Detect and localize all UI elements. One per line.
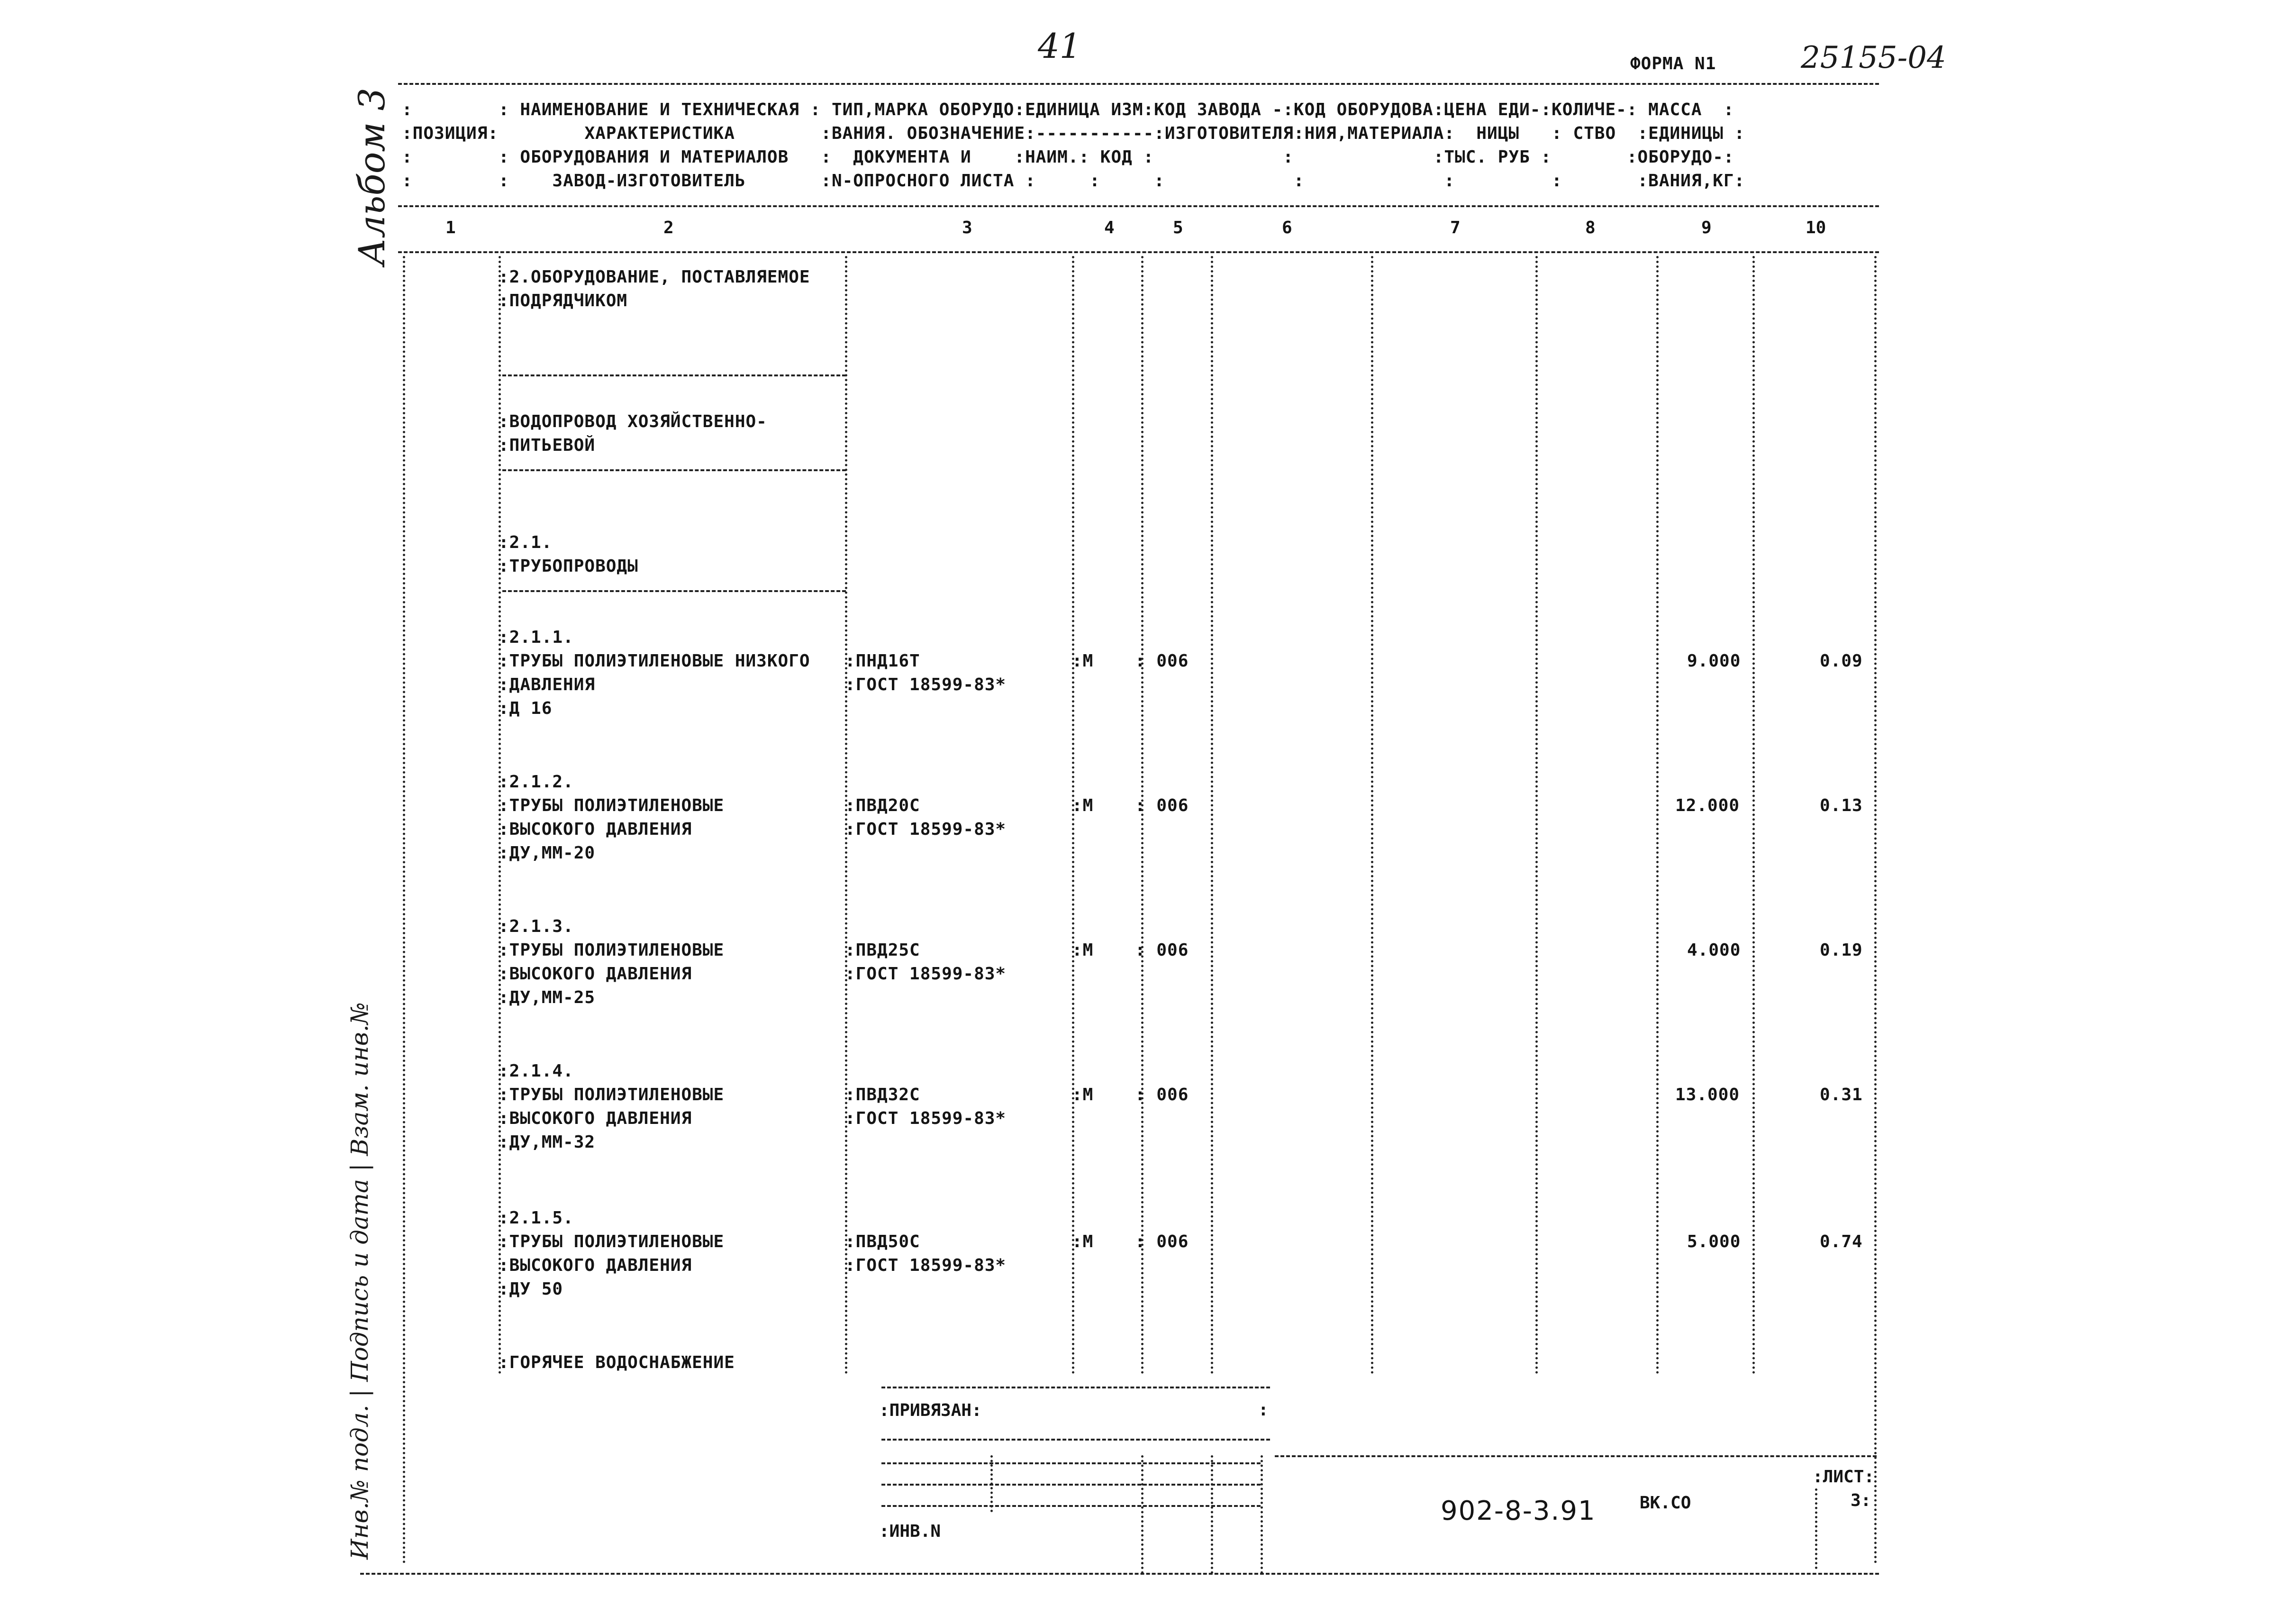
top-border	[398, 83, 1879, 85]
section-heading: :ПИТЬЕВОЙ	[499, 436, 596, 455]
column-number: 3	[962, 218, 972, 237]
section-divider	[502, 469, 846, 471]
row-name: :ТРУБЫ ПОЛИЭТИЛЕНОВЫЕ НИЗКОГО	[499, 651, 810, 671]
column-number: 10	[1806, 218, 1826, 237]
side-labels: Инв.№ подл. | Подпись и дата | Взам. инв.№	[346, 1002, 373, 1560]
stamp-colon: :	[1258, 1400, 1269, 1420]
row-mark: :ПВД20С	[845, 796, 920, 815]
row-unit-code: : 006	[1135, 651, 1189, 671]
row-unit: :М	[1072, 651, 1094, 671]
row-unit: :М	[1072, 1085, 1094, 1104]
column-number: 8	[1585, 218, 1596, 237]
row-unit-code: : 006	[1135, 1085, 1189, 1104]
section-heading: :2.1.	[499, 533, 553, 552]
stamp-separator	[990, 1455, 993, 1512]
document-code-stamp: ВК.СО	[1640, 1493, 1691, 1513]
section-divider	[502, 590, 846, 592]
row-quantity: 12.000	[1675, 796, 1740, 815]
row-mark: :ГОСТ 18599-83*	[845, 820, 1007, 839]
stamp-border	[881, 1439, 1270, 1441]
column-number: 6	[1282, 218, 1292, 237]
stamp-separator	[1261, 1455, 1263, 1574]
attached-label: :ПРИВЯЗАН:	[879, 1401, 982, 1420]
row-position: :2.1.3.	[499, 917, 574, 936]
row-name: :ВЫСОКОГО ДАВЛЕНИЯ	[499, 820, 692, 839]
document-code: 25155-04	[1801, 40, 1946, 75]
album-label: Альбом 3	[351, 88, 393, 265]
row-unit-code: : 006	[1135, 940, 1189, 960]
column-separator	[1072, 256, 1074, 1375]
row-mark: :ГОСТ 18599-83*	[845, 1109, 1007, 1128]
row-unit: :М	[1072, 940, 1094, 960]
row-mark: :ПНД16Т	[845, 651, 920, 671]
sheet-label: :ЛИСТ:	[1813, 1467, 1875, 1487]
column-separator	[1874, 256, 1877, 1564]
column-number: 4	[1104, 218, 1115, 237]
header-line: :ПОЗИЦИЯ: ХАРАКТЕРИСТИКА :ВАНИЯ. ОБОЗНАЧЕНИЕ:-----------:ИЗГОТОВИТЕЛЯ:НИЯ,МАТЕРИАЛА: НИЦЫ : СТВО :ЕДИНИЦЫ :	[402, 124, 1745, 143]
row-position: :2.1.2.	[499, 772, 574, 792]
column-separator	[1752, 256, 1755, 1375]
row-position: :2.1.1.	[499, 628, 574, 647]
row-name: :ТРУБЫ ПОЛИЭТИЛЕНОВЫЕ	[499, 940, 725, 960]
stamp-separator	[1815, 1488, 1817, 1569]
row-unit-code: : 006	[1135, 796, 1189, 815]
stamp-cells	[881, 1484, 1261, 1486]
section-heading: :ПОДРЯДЧИКОМ	[499, 291, 628, 310]
row-unit-code: : 006	[1135, 1232, 1189, 1251]
row-quantity: 9.000	[1687, 651, 1741, 671]
row-quantity: 13.000	[1675, 1085, 1740, 1104]
stamp-cells	[881, 1462, 1261, 1464]
section-divider	[502, 374, 846, 376]
header-line: : : ЗАВОД-ИЗГОТОВИТЕЛЬ :N-ОПРОСНОГО ЛИСТА : : : : : : :ВАНИЯ,КГ:	[402, 171, 1745, 191]
row-unit: :М	[1072, 1232, 1094, 1251]
stamp-cells	[881, 1505, 1261, 1507]
column-separator	[845, 256, 847, 1375]
column-separator	[1211, 256, 1213, 1375]
column-number: 5	[1173, 218, 1183, 237]
row-unit: :М	[1072, 796, 1094, 815]
row-position: :2.1.4.	[499, 1061, 574, 1081]
row-name: :ДУ,ММ-20	[499, 843, 596, 863]
row-name: :ДУ,ММ-32	[499, 1132, 596, 1152]
document-number: 902-8-3.91	[1441, 1496, 1596, 1526]
sheet-number: 3:	[1851, 1491, 1871, 1510]
row-mass: 0.74	[1820, 1232, 1863, 1251]
section-heading: :ГОРЯЧЕЕ ВОДОСНАБЖЕНИЕ	[499, 1353, 735, 1372]
row-mark: :ПВД32С	[845, 1085, 920, 1104]
section-heading: :ВОДОПРОВОД ХОЗЯЙСТВЕННО-	[499, 412, 767, 431]
row-mark: :ГОСТ 18599-83*	[845, 675, 1007, 694]
column-separator	[1141, 256, 1143, 1375]
column-number: 1	[445, 218, 456, 237]
bottom-border	[360, 1573, 1879, 1575]
row-name: :ВЫСОКОГО ДАВЛЕНИЯ	[499, 1109, 692, 1128]
row-name: :ДУ,ММ-25	[499, 988, 596, 1007]
row-name: :ДАВЛЕНИЯ	[499, 675, 596, 694]
row-name: :ТРУБЫ ПОЛИЭТИЛЕНОВЫЕ	[499, 796, 725, 815]
row-position: :2.1.5.	[499, 1208, 574, 1228]
row-mark: :ГОСТ 18599-83*	[845, 1256, 1007, 1275]
section-heading: :2.ОБОРУДОВАНИЕ, ПОСТАВЛЯЕМОЕ	[499, 267, 810, 287]
stamp-border	[881, 1387, 1270, 1388]
column-separator	[1535, 256, 1538, 1375]
row-name: :ВЫСОКОГО ДАВЛЕНИЯ	[499, 1256, 692, 1275]
row-mass: 0.13	[1820, 796, 1863, 815]
section-heading: :ТРУБОПРОВОДЫ	[499, 557, 638, 576]
stamp-border	[1275, 1455, 1877, 1457]
row-name: :Д 16	[499, 699, 553, 718]
header-line: : : НАИМЕНОВАНИЕ И ТЕХНИЧЕСКАЯ : ТИП,МАРКА ОБОРУДО:ЕДИНИЦА ИЗМ:КОД ЗАВОДА -:КОД ОБОРУДОВА:ЦЕНА ЕДИ-:КОЛИЧЕ-: МАССА :	[402, 100, 1734, 119]
row-mass: 0.31	[1820, 1085, 1863, 1104]
column-numbers-divider	[398, 251, 1879, 253]
page-number: 41	[1038, 26, 1081, 66]
column-number: 7	[1450, 218, 1461, 237]
column-number: 9	[1701, 218, 1712, 237]
row-mass: 0.19	[1820, 940, 1863, 960]
row-quantity: 4.000	[1687, 940, 1741, 960]
column-separator	[403, 256, 405, 1564]
column-separator	[1371, 256, 1373, 1375]
row-name: :ТРУБЫ ПОЛИЭТИЛЕНОВЫЕ	[499, 1085, 725, 1104]
row-name: :ДУ 50	[499, 1279, 563, 1299]
row-name: :ТРУБЫ ПОЛИЭТИЛЕНОВЫЕ	[499, 1232, 725, 1251]
inventory-number-label: :ИНВ.N	[879, 1522, 941, 1541]
stamp-separator	[1141, 1455, 1143, 1574]
column-separator	[1656, 256, 1659, 1375]
row-mass: 0.09	[1820, 651, 1863, 671]
row-quantity: 5.000	[1687, 1232, 1741, 1251]
stamp-separator	[1211, 1455, 1213, 1574]
row-mark: :ПВД50С	[845, 1232, 920, 1251]
row-mark: :ГОСТ 18599-83*	[845, 964, 1007, 984]
row-name: :ВЫСОКОГО ДАВЛЕНИЯ	[499, 964, 692, 984]
column-number: 2	[663, 218, 674, 237]
header-line: : : ОБОРУДОВАНИЯ И МАТЕРИАЛОВ : ДОКУМЕНТА И :НАИМ.: КОД : : :ТЫС. РУБ : :ОБОРУДО-:	[402, 147, 1734, 167]
row-mark: :ПВД25С	[845, 940, 920, 960]
header-divider	[398, 205, 1879, 207]
form-label: ФОРМА N1	[1630, 54, 1716, 73]
